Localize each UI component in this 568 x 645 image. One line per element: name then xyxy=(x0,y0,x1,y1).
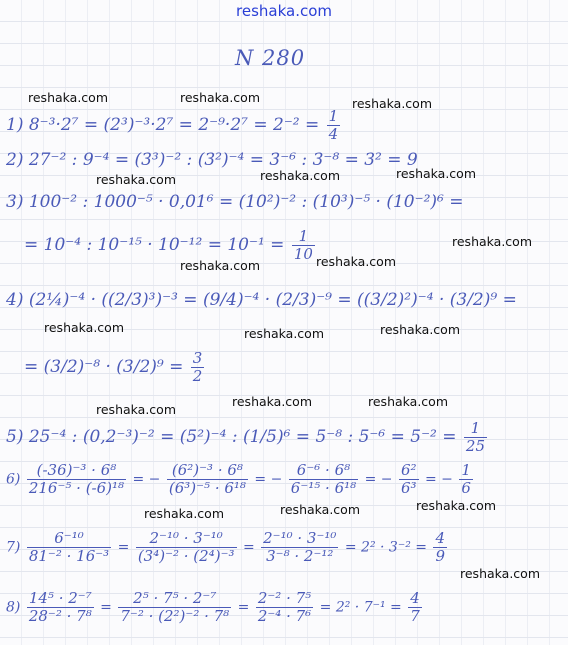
item-number: 8) xyxy=(6,599,21,616)
denominator: 3⁻⁸ · 2⁻¹² xyxy=(266,547,334,565)
denominator: 28⁻² · 7⁸ xyxy=(28,607,92,625)
equation-line-1 xyxy=(6,108,342,143)
equals-sign: = xyxy=(117,539,130,556)
denominator: 7⁻² · (2²)⁻² · 7⁸ xyxy=(120,607,230,625)
equation-line-3 xyxy=(6,192,464,212)
fraction xyxy=(327,108,341,143)
fraction xyxy=(27,590,94,625)
fraction xyxy=(459,462,473,497)
numerator: 3 xyxy=(192,349,203,367)
equals-sign: = xyxy=(237,599,250,616)
watermark: reshaka.com xyxy=(396,166,476,181)
fraction xyxy=(256,590,313,625)
problem-title: N 280 xyxy=(235,46,306,70)
numerator: (6²)⁻³ · 6⁸ xyxy=(167,462,248,480)
numerator: 1 xyxy=(328,107,339,125)
denominator: 2 xyxy=(192,367,203,385)
item-number: 2) xyxy=(6,150,24,170)
numerator: 6² xyxy=(400,461,417,479)
denominator: 9 xyxy=(435,547,446,565)
item-number: 5) xyxy=(6,427,24,447)
numerator: 4 xyxy=(410,589,420,607)
equation-line-5 xyxy=(6,420,489,455)
watermark: reshaka.com xyxy=(316,254,396,269)
equation-text: 27⁻² : 9⁻⁴ = (3³)⁻² : (3²)⁻⁴ = 3⁻⁶ : 3⁻⁸ = 3² = 9 xyxy=(28,150,418,170)
equation-text: 25⁻⁴ : (0,2⁻³)⁻² = (5²)⁻⁴ : (1/5)⁶ = 5⁻⁸ : 5⁻⁶ = 5⁻² = xyxy=(28,427,457,447)
numerator: 2⁵ · 7⁵ · 2⁻⁷ xyxy=(118,590,231,608)
numerator: 6⁻⁶ · 6⁸ xyxy=(289,462,358,480)
equals-sign: = − xyxy=(254,471,283,488)
fraction xyxy=(27,462,126,497)
equation-line-8 xyxy=(6,590,424,625)
denominator: 6 xyxy=(461,479,471,497)
watermark: reshaka.com xyxy=(380,322,460,337)
numerator: 2⁻¹⁰ · 3⁻¹⁰ xyxy=(263,529,337,547)
numerator: (-36)⁻³ · 6⁸ xyxy=(27,462,126,480)
watermark: reshaka.com xyxy=(280,502,360,517)
numerator: 1 xyxy=(292,228,315,246)
fraction xyxy=(261,530,338,565)
denominator: 25 xyxy=(465,437,485,455)
denominator: 4 xyxy=(328,125,339,143)
numerator: 6⁻¹⁰ xyxy=(27,530,111,548)
equation-text: 8⁻³·2⁷ = (2³)⁻³·2⁷ = 2⁻⁹·2⁷ = 2⁻² = xyxy=(28,115,320,135)
numerator: 4 xyxy=(435,529,446,547)
site-link[interactable]: reshaka.com xyxy=(236,2,332,20)
denominator: 2⁻⁴ · 7⁶ xyxy=(257,607,312,625)
equals-sign: = − xyxy=(364,471,393,488)
equation-text: = 10⁻⁴ : 10⁻¹⁵ · 10⁻¹² = 10⁻¹ = xyxy=(24,235,285,255)
equation-line-6 xyxy=(6,462,475,497)
denominator: 216⁻⁵ · (-6)¹⁸ xyxy=(28,479,125,497)
equation-line-2 xyxy=(6,150,418,170)
site-header[interactable] xyxy=(0,2,568,20)
fraction xyxy=(464,420,487,455)
watermark: reshaka.com xyxy=(260,168,340,183)
equation-text: (2¼)⁻⁴ · ((2/3)³)⁻³ = (9/4)⁻⁴ · (2/3)⁻⁹ = ((3/2)²)⁻⁴ · (3/2)⁹ = xyxy=(28,290,517,310)
watermark: reshaka.com xyxy=(232,394,312,409)
watermark: reshaka.com xyxy=(28,90,108,105)
watermark: reshaka.com xyxy=(96,402,176,417)
fraction xyxy=(289,462,358,497)
denominator: (3⁴)⁻² · (2⁴)⁻³ xyxy=(137,547,235,565)
denominator: 6⁻¹⁵ · 6¹⁸ xyxy=(290,479,357,497)
equals-sign: = xyxy=(100,599,112,616)
watermark: reshaka.com xyxy=(144,506,224,521)
denominator: 10 xyxy=(293,245,313,263)
fraction xyxy=(191,350,205,385)
item-number: 1) xyxy=(6,115,24,135)
fraction xyxy=(433,530,447,565)
watermark: reshaka.com xyxy=(180,90,260,105)
fraction xyxy=(292,228,315,263)
equals-sign: = xyxy=(242,539,255,556)
fraction xyxy=(118,590,231,625)
equation-text: = 2² · 7⁻¹ = xyxy=(319,599,402,616)
fraction xyxy=(408,590,422,625)
fraction xyxy=(27,530,111,565)
denominator: 7 xyxy=(410,607,420,625)
numerator: 14⁵ · 2⁻⁷ xyxy=(28,589,92,607)
watermark: reshaka.com xyxy=(460,566,540,581)
numerator: 1 xyxy=(464,420,487,438)
item-number: 7) xyxy=(6,539,21,556)
equation-text: 100⁻² : 1000⁻⁵ · 0,01⁶ = (10²)⁻² : (10³)⁻⁵ · (10⁻²)⁶ = xyxy=(28,192,464,212)
equation-text: = (3/2)⁻⁸ · (3/2)⁹ = xyxy=(24,357,184,377)
item-number: 4) xyxy=(6,290,24,310)
watermark: reshaka.com xyxy=(44,320,124,335)
equation-line-4-cont xyxy=(24,350,206,385)
fraction xyxy=(136,530,237,565)
numerator: 2⁻² · 7⁵ xyxy=(257,589,312,607)
watermark: reshaka.com xyxy=(96,172,176,187)
watermark: reshaka.com xyxy=(180,258,260,273)
denominator: 6³ xyxy=(400,479,417,497)
equation-line-7 xyxy=(6,530,449,565)
item-number: 6) xyxy=(6,471,21,488)
watermark: reshaka.com xyxy=(244,326,324,341)
numerator: 2⁻¹⁰ · 3⁻¹⁰ xyxy=(136,530,237,548)
equals-sign: = − xyxy=(425,471,453,488)
equation-text: = 2² · 3⁻² = xyxy=(344,539,428,556)
denominator: 81⁻² · 16⁻³ xyxy=(28,547,110,565)
item-number: 3) xyxy=(6,192,24,212)
fraction xyxy=(167,462,248,497)
watermark: reshaka.com xyxy=(352,96,432,111)
watermark: reshaka.com xyxy=(416,498,496,513)
watermark: reshaka.com xyxy=(368,394,448,409)
equation-line-3-cont xyxy=(24,228,317,263)
equals-sign: = − xyxy=(132,471,161,488)
denominator: (6³)⁻⁵ · 6¹⁸ xyxy=(168,479,246,497)
watermark: reshaka.com xyxy=(452,234,532,249)
numerator: 1 xyxy=(461,461,471,479)
equation-line-4 xyxy=(6,290,517,310)
fraction xyxy=(399,462,419,497)
